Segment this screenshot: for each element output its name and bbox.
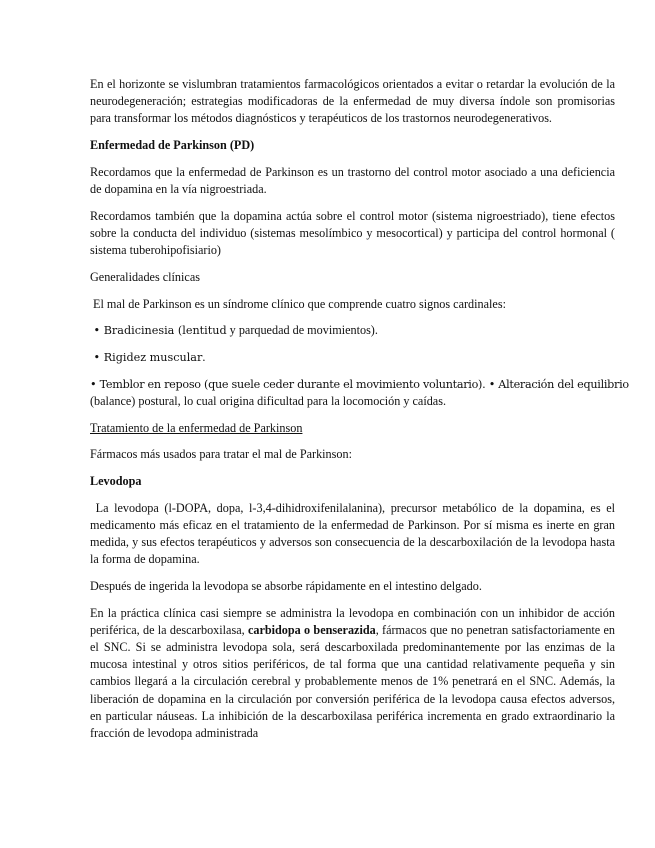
- bullet-tremor-line: • Temblor en reposo (que suele ceder durante el movimiento voluntario). • Alteración del equilibrio: [90, 377, 629, 391]
- bullet-rigidity: [90, 349, 615, 366]
- paragraph-levodopa: La levodopa (l-DOPA, dopa, l-3,4-dihidroxifenilalanina), precursor metabólico de la dopamina, es el medicamento más eficaz en el tratamiento de la enfermedad de Parkinson. Por sí misma es inerte en gran medida, y sus efectos terapéuticos y adversos son consecuencia de la descarboxilación de la levodopa hasta la forma de dopamina.: [90, 500, 619, 567]
- paragraph-dopamine: Recordamos también que la dopamina actúa sobre el control motor (sistema nigroestriado), tiene efectos sobre la conducta del individuo (sistemas mesolímbico y mesocortical) y participa del control hormonal ( sistema tuberohipofisiario): [90, 208, 615, 258]
- heading-levodopa: Levodopa: [90, 473, 142, 488]
- bullet-bradykinesia-term: • Bradicinesia (lentitud: [90, 324, 227, 338]
- paragraph-signs: El mal de Parkinson es un síndrome clínico que comprende cuatro signos cardinales:: [90, 296, 506, 311]
- bullet-rigidity-rest: .: [202, 349, 206, 364]
- bullet-tremor: [90, 376, 629, 410]
- heading-treatment: Tratamiento de la enfermedad de Parkinson: [90, 420, 303, 435]
- intro-paragraph: En el horizonte se vislumbran tratamientos farmacológicos orientados a evitar o retardar la evolución de la neurodegeneración; estrategias modificadoras de la enfermedad de muy diversa índole son promisorias para transformar los métodos diagnósticos y terapéuticos de los trastornos neurodegenerativos.: [90, 77, 615, 126]
- paragraph-clinical-practice-start: En la práctica clínica casi siempre se administra la levodopa en combinación con un inhibidor de acción periférica, de la descarboxilasa,: [90, 605, 615, 637]
- bullet-bradykinesia-rest: y parquedad de movimientos).: [226, 323, 378, 338]
- paragraph-drugs: Fármacos más usados para tratar el mal de Parkinson:: [90, 447, 352, 462]
- drug-names-bold: carbidopa o benserazida: [247, 622, 376, 637]
- bullet-balance-line: (balance) postural, lo cual origina dificultad para la locomoción y caídas.: [90, 393, 447, 408]
- bullet-bradykinesia: [90, 322, 615, 339]
- heading-parkinson: Enfermedad de Parkinson (PD): [90, 138, 255, 153]
- paragraph-absorption: Después de ingerida la levodopa se absorbe rápidamente en el intestino delgado.: [90, 578, 482, 593]
- bullet-rigidity-term: • Rigidez muscular: [90, 350, 203, 364]
- subheading-clinical: Generalidades clínicas: [90, 269, 200, 284]
- paragraph-clinical-practice: [90, 605, 615, 743]
- paragraph-definition: Recordamos que la enfermedad de Parkinson es un trastorno del control motor asociado a una deficiencia de dopamina en la vía nigroestriada.: [90, 164, 615, 197]
- paragraph-clinical-practice-rest: , fármacos que no penetran satisfactoriamente en el SNC. Si se administra levodopa sola, será descarboxilada predominantemente por las enzimas de la mucosa intestinal y otros sitios periféricos, de tal forma que una cantidad relativamente pequeña y sin cambios llegará a la circulación cerebral y probablemente menos de 1% penetrará en el SNC. Además, la liberación de dopamina en la circulación por conversión periférica de la levodopa causa efectos adversos, en particular náuseas. La inhibición de la descarboxilasa periférica incrementa en grado extraordinario la fracción de levodopa administrada: [90, 622, 615, 741]
- document-page: [90, 76, 629, 752]
